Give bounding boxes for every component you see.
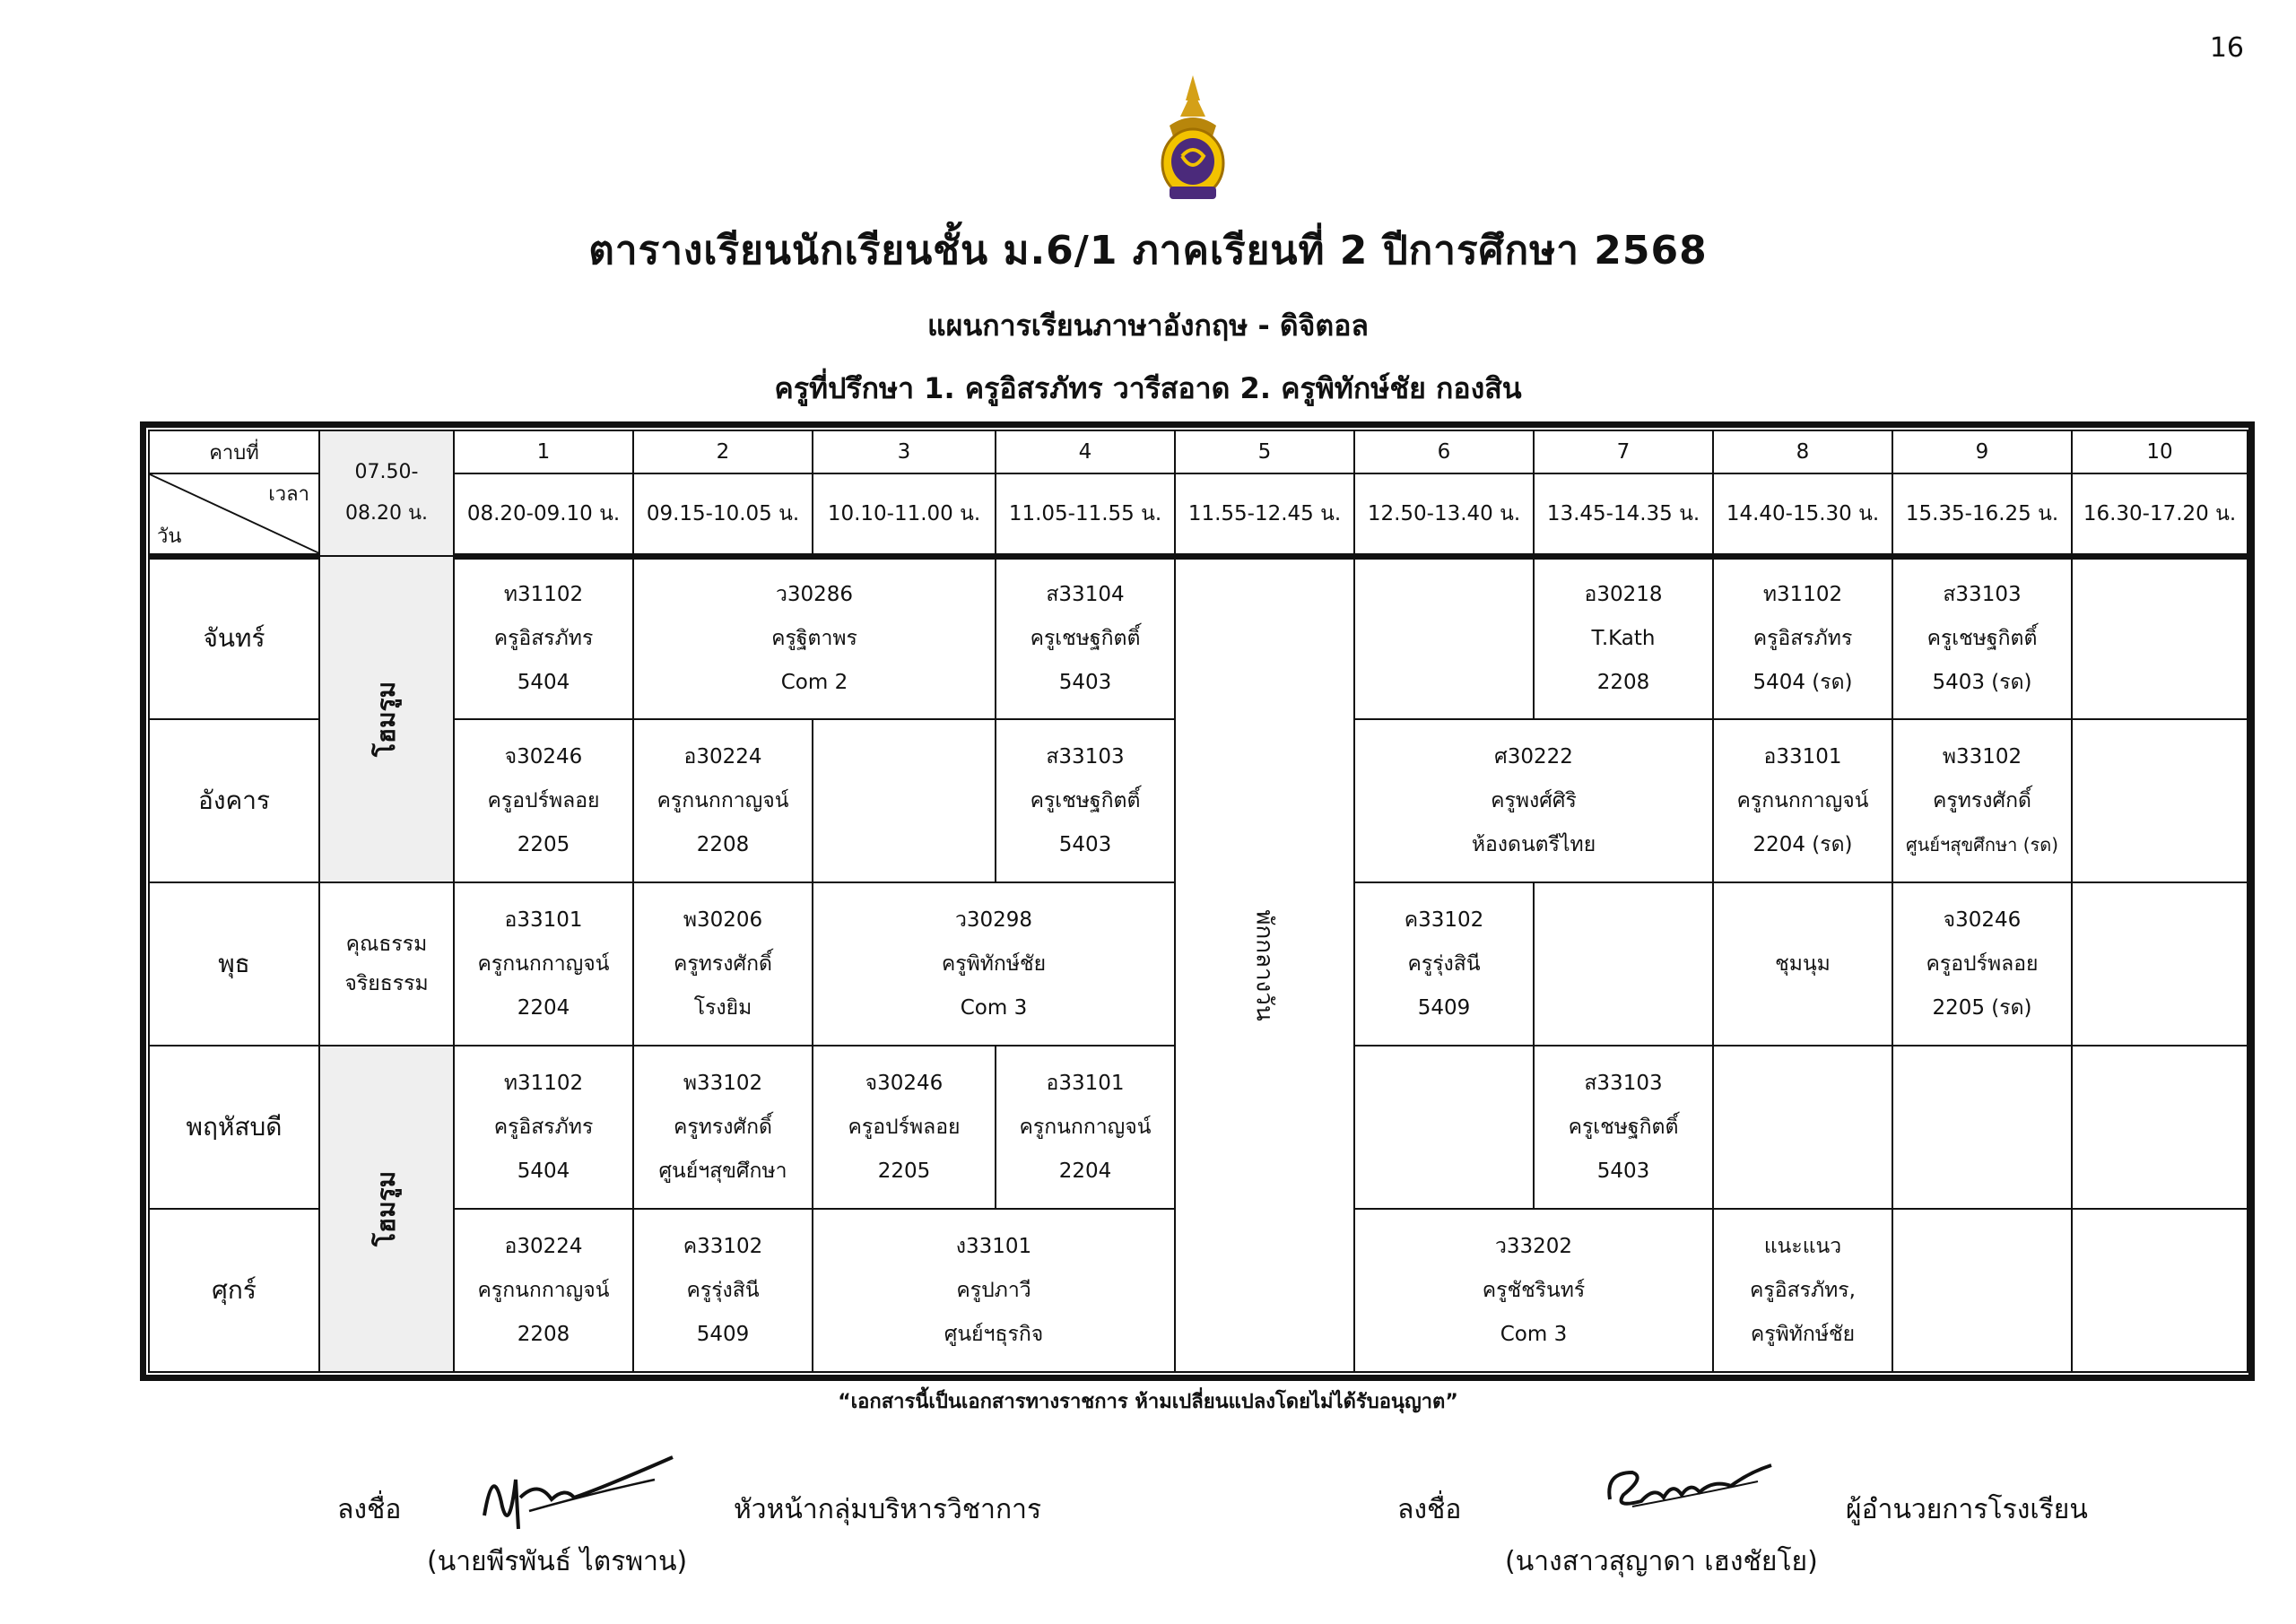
empty-cell bbox=[1534, 882, 1713, 1046]
class-cell bbox=[1534, 1046, 1713, 1209]
class-cell bbox=[996, 556, 1175, 719]
class-cell bbox=[1892, 882, 2072, 1046]
subject-code: อ30218 bbox=[1584, 582, 1663, 606]
class-cell bbox=[1713, 556, 1892, 719]
class-cell bbox=[454, 1209, 633, 1372]
room: ศูนย์ฯธุรกิจ bbox=[944, 1322, 1044, 1346]
class-cell bbox=[633, 1209, 813, 1372]
room: Com 3 bbox=[960, 995, 1028, 1020]
subject-code: ท31102 bbox=[503, 582, 584, 606]
page-title: ตารางเรียนนักเรียนชั้น ม.6/1 ภาคเรียนที่ 2 ปีการศึกษา 2568 bbox=[588, 228, 1708, 274]
class-cell bbox=[996, 1046, 1175, 1209]
subject-code: อ33101 bbox=[504, 908, 583, 932]
period-time: 12.50-13.40 น. bbox=[1354, 473, 1534, 556]
room: 5403 bbox=[1596, 1159, 1650, 1183]
class-cell bbox=[454, 1046, 633, 1209]
empty-cell bbox=[1713, 1046, 1892, 1209]
subject-code: ส33103 bbox=[1943, 582, 2022, 606]
right-signer-name: (นางสาวสุญาดา เฮงชัยโย) bbox=[1505, 1546, 1818, 1577]
time-label: เวลา bbox=[268, 483, 309, 506]
teacher-name: ครูพิทักษ์ชัย bbox=[941, 951, 1047, 976]
room: 5404 bbox=[517, 1159, 570, 1183]
subject-code: จ30246 bbox=[865, 1071, 944, 1095]
homeroom-cell bbox=[319, 556, 454, 882]
day-label: วัน bbox=[157, 525, 182, 548]
class-cell bbox=[633, 1046, 813, 1209]
subject-code: จ30246 bbox=[1943, 908, 2022, 932]
class-cell bbox=[813, 1209, 1175, 1372]
class-cell bbox=[813, 882, 1175, 1046]
class-cell bbox=[1534, 556, 1713, 719]
room: 2208 bbox=[1596, 670, 1650, 694]
homeroom-cell bbox=[319, 1046, 454, 1372]
class-cell bbox=[996, 719, 1175, 882]
club-cell: ชุมนุม bbox=[1713, 882, 1892, 1046]
teacher-name: ครูอปร์พลอย bbox=[487, 788, 600, 812]
period-time: 13.45-14.35 น. bbox=[1534, 473, 1713, 556]
room: 2204 (รด) bbox=[1752, 832, 1853, 856]
class-cell bbox=[1354, 719, 1713, 882]
subject-code: อ33101 bbox=[1046, 1071, 1125, 1095]
class-cell bbox=[454, 556, 633, 719]
room: Com 2 bbox=[780, 670, 848, 694]
teacher-name: ครูทรงศักดิ์ bbox=[674, 1115, 772, 1139]
room: 5409 bbox=[696, 1322, 750, 1346]
right-position: ผู้อำนวยการโรงเรียน bbox=[1846, 1494, 2088, 1525]
room: 2204 bbox=[517, 995, 570, 1020]
subject-code: จ30246 bbox=[504, 744, 583, 769]
subject-code: อ30224 bbox=[683, 744, 762, 769]
room: ศูนย์ฯสุขศึกษา (รด) bbox=[1905, 833, 2059, 855]
room: 5404 bbox=[517, 670, 570, 694]
subject-code: ค33102 bbox=[683, 1234, 763, 1258]
empty-cell bbox=[1892, 1046, 2072, 1209]
day-wednesday: พุธ bbox=[149, 882, 319, 1046]
room: 2208 bbox=[517, 1322, 570, 1346]
period-time: 15.35-16.25 น. bbox=[1892, 473, 2072, 556]
left-position: หัวหน้ากลุ่มบริหารวิชาการ bbox=[734, 1494, 1042, 1525]
period-time: 08.20-09.10 น. bbox=[454, 473, 633, 556]
teacher-name: ครูเชษฐกิตติ์ bbox=[1568, 1115, 1679, 1139]
room: Com 3 bbox=[1500, 1322, 1568, 1346]
empty-cell bbox=[2072, 556, 2248, 719]
lunch-break-label: พักกลางวัน bbox=[1250, 909, 1278, 1021]
page-subtitle: แผนการเรียนภาษาอังกฤษ - ดิจิตอล bbox=[926, 308, 1370, 343]
homeroom-time: 07.50- 08.20 น. bbox=[319, 430, 454, 556]
left-signature-mark bbox=[466, 1444, 682, 1542]
class-cell bbox=[1354, 882, 1534, 1046]
subject-code: ว30298 bbox=[954, 908, 1033, 932]
teacher-name: ครูฐิตาพร bbox=[771, 626, 857, 650]
period-number: 1 bbox=[454, 430, 633, 473]
header-corner-cell bbox=[149, 473, 319, 556]
class-cell bbox=[1713, 719, 1892, 882]
class-cell bbox=[454, 882, 633, 1046]
teacher-name: ครูพงศ์ศิริ bbox=[1491, 788, 1577, 812]
teacher-name: T.Kath bbox=[1591, 626, 1656, 650]
room: 5403 (รด) bbox=[1932, 670, 2032, 694]
teacher-name: ครูกนกกาญจน์ bbox=[477, 951, 610, 976]
subject-code: พ30206 bbox=[683, 908, 763, 932]
day-friday: ศุกร์ bbox=[149, 1209, 319, 1372]
subject-code: แนะแนว bbox=[1763, 1234, 1842, 1258]
period-number: 9 bbox=[1892, 430, 2072, 473]
day-thursday: พฤหัสบดี bbox=[149, 1046, 319, 1209]
teacher-name: ครูอิสรภัทร bbox=[493, 1115, 594, 1139]
period-number: 6 bbox=[1354, 430, 1534, 473]
empty-cell bbox=[1354, 1046, 1534, 1209]
room: โรงยิม bbox=[693, 995, 752, 1020]
lunch-break-cell bbox=[1175, 556, 1354, 1372]
period-time: 14.40-15.30 น. bbox=[1713, 473, 1892, 556]
left-signer-name: (นายพีรพันธ์ ไตรพาน) bbox=[427, 1546, 688, 1577]
left-sign-label: ลงชื่อ bbox=[337, 1494, 402, 1525]
teacher-name: ครูอิสรภัทร bbox=[1752, 626, 1853, 650]
subject-code: ส33103 bbox=[1584, 1071, 1663, 1095]
teacher-name: ครูทรงศักดิ์ bbox=[1933, 788, 2031, 812]
class-cell bbox=[1892, 556, 2072, 719]
empty-cell bbox=[2072, 1209, 2248, 1372]
teacher-name: ครูรุ่งสินี bbox=[686, 1278, 760, 1302]
teacher-name: ครูเชษฐกิตติ์ bbox=[1030, 788, 1141, 812]
teacher-name: ครูชัชรินทร์ bbox=[1482, 1278, 1586, 1302]
room: 2204 bbox=[1058, 1159, 1112, 1183]
class-cell bbox=[1354, 1209, 1713, 1372]
teacher-name: ครูกนกกาญจน์ bbox=[657, 788, 789, 812]
day-monday: จันทร์ bbox=[149, 556, 319, 719]
period-number: 2 bbox=[633, 430, 813, 473]
subject-code: ส33104 bbox=[1046, 582, 1125, 606]
advisor-line: ครูที่ปรึกษา 1. ครูอิสรภัทร วารีสอาด 2. ครูพิทักษ์ชัย กองสิน bbox=[774, 371, 1522, 405]
teacher-name: ครูกนกกาญจน์ bbox=[1736, 788, 1869, 812]
empty-cell bbox=[2072, 882, 2248, 1046]
right-signature-mark bbox=[1596, 1446, 1776, 1526]
empty-cell bbox=[2072, 1046, 2248, 1209]
room: 2205 bbox=[877, 1159, 931, 1183]
period-number: 4 bbox=[996, 430, 1175, 473]
subject-code: พ33102 bbox=[1942, 744, 2022, 769]
class-cell bbox=[633, 882, 813, 1046]
subject-code: อ33101 bbox=[1763, 744, 1842, 769]
right-sign-label: ลงชื่อ bbox=[1397, 1494, 1462, 1525]
teacher-name: ครูอิสรภัทร bbox=[493, 626, 594, 650]
ethics-cell: คุณธรรม จริยธรรม bbox=[319, 882, 454, 1046]
subject-code: ว30286 bbox=[775, 582, 854, 606]
subject-code: พ33102 bbox=[683, 1071, 763, 1095]
room: 5404 (รด) bbox=[1752, 670, 1853, 694]
subject-code: ส33103 bbox=[1046, 744, 1125, 769]
subject-code: ว33202 bbox=[1494, 1234, 1573, 1258]
period-number: 10 bbox=[2072, 430, 2248, 473]
class-cell bbox=[633, 719, 813, 882]
page-number: 16 bbox=[2209, 32, 2244, 64]
empty-cell bbox=[1892, 1209, 2072, 1372]
subject-code: ค33102 bbox=[1404, 908, 1484, 932]
empty-cell bbox=[1354, 556, 1534, 719]
school-emblem-seal bbox=[1150, 74, 1236, 208]
class-cell bbox=[633, 556, 996, 719]
class-cell bbox=[813, 1046, 996, 1209]
class-cell bbox=[454, 719, 633, 882]
period-time: 11.05-11.55 น. bbox=[996, 473, 1175, 556]
subject-code: ศ30222 bbox=[1494, 744, 1573, 769]
class-cell bbox=[1892, 719, 2072, 882]
teacher-name: ครูกนกกาญจน์ bbox=[477, 1278, 610, 1302]
homeroom-label: โฮมรูม bbox=[371, 1170, 401, 1247]
period-number: 5 bbox=[1175, 430, 1354, 473]
official-notice: “เอกสารนี้เป็นเอกสารทางราชการ ห้ามเปลี่ยนแปลงโดยไม่ได้รับอนุญาต” bbox=[838, 1391, 1458, 1413]
room: 5409 bbox=[1417, 995, 1471, 1020]
empty-cell bbox=[2072, 719, 2248, 882]
teacher-name: ครูปภาวี bbox=[956, 1278, 1031, 1302]
room: 5403 bbox=[1058, 670, 1112, 694]
class-schedule bbox=[140, 421, 2255, 1381]
period-time: 09.15-10.05 น. bbox=[633, 473, 813, 556]
room: 5403 bbox=[1058, 832, 1112, 856]
room: 2208 bbox=[696, 832, 750, 856]
class-cell bbox=[1713, 1209, 1892, 1372]
teacher-name: ครูอปร์พลอย bbox=[848, 1115, 961, 1139]
teacher-name: ครูอปร์พลอย bbox=[1926, 951, 2039, 976]
homeroom-label: โฮมรูม bbox=[371, 681, 401, 758]
teacher-name: ครูรุ่งสินี bbox=[1407, 951, 1481, 976]
room: 2205 (รด) bbox=[1932, 995, 2032, 1020]
teacher-name: ครูกนกกาญจน์ bbox=[1019, 1115, 1152, 1139]
period-number: 3 bbox=[813, 430, 996, 473]
period-header-label: คาบที่ bbox=[149, 430, 319, 473]
teacher-name: ครูทรงศักดิ์ bbox=[674, 951, 772, 976]
teacher-name: ครูอิสรภัทร, bbox=[1750, 1278, 1856, 1302]
room: ห้องดนตรีไทย bbox=[1471, 832, 1596, 856]
room: ครูพิทักษ์ชัย bbox=[1750, 1322, 1856, 1346]
day-tuesday: อังคาร bbox=[149, 719, 319, 882]
period-number: 8 bbox=[1713, 430, 1892, 473]
teacher-name: ครูเชษฐกิตติ์ bbox=[1030, 626, 1141, 650]
subject-code: ท31102 bbox=[503, 1071, 584, 1095]
subject-code: ง33101 bbox=[955, 1234, 1032, 1258]
room: 2205 bbox=[517, 832, 570, 856]
teacher-name: ครูเชษฐกิตติ์ bbox=[1926, 626, 2038, 650]
period-time: 11.55-12.45 น. bbox=[1175, 473, 1354, 556]
period-time: 16.30-17.20 น. bbox=[2072, 473, 2248, 556]
period-time: 10.10-11.00 น. bbox=[813, 473, 996, 556]
schedule-table bbox=[148, 430, 2248, 1373]
subject-code: อ30224 bbox=[504, 1234, 583, 1258]
period-number: 7 bbox=[1534, 430, 1713, 473]
room: ศูนย์ฯสุขศึกษา bbox=[658, 1159, 787, 1183]
empty-cell bbox=[813, 719, 996, 882]
subject-code: ท31102 bbox=[1762, 582, 1843, 606]
